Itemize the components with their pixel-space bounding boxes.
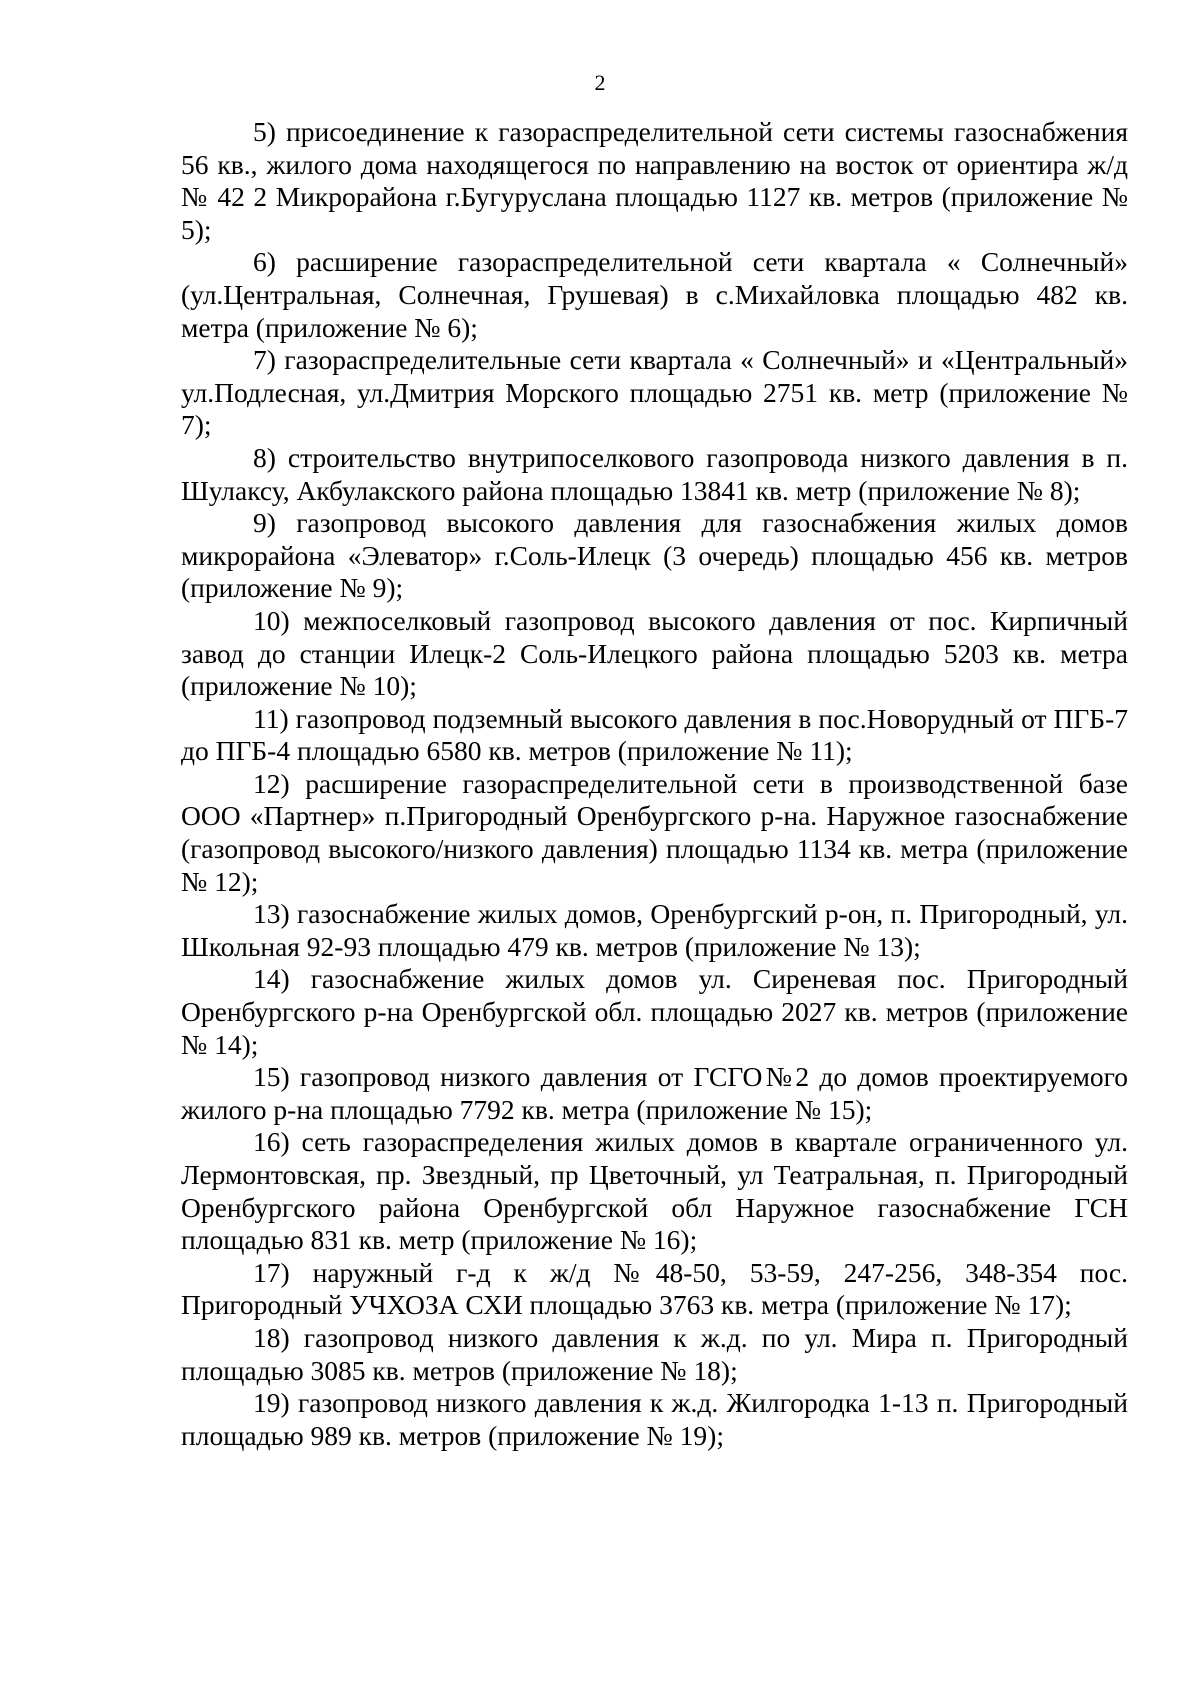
list-item: 15) газопровод низкого давления от ГСГО№2 до домов проектируемого жилого р-на площадью 7792 кв. метра (приложение № 15);: [181, 1061, 1128, 1125]
list-item: 12) расширение газораспределительной сети в производственной базе ООО «Партнер» п.Пригородный Оренбургского р-на. Наружное газоснабжение (газопровод высокого/низкого давления) площадью 1134 кв. метра (приложение № 12);: [181, 767, 1128, 897]
list-item: 19) газопровод низкого давления к ж.д. Жилгородка 1-13 п. Пригородный площадью 989 кв. метров (приложение № 19);: [181, 1387, 1128, 1451]
list-item: 11) газопровод подземный высокого давления в пос.Новорудный от ПГБ-7 до ПГБ-4 площадью 6580 кв. метров (приложение № 11);: [181, 702, 1128, 767]
list-item: 13) газоснабжение жилых домов, Оренбургский р-он, п. Пригородный, ул. Школьная 92-93 площадью 479 кв. метров (приложение № 13);: [181, 898, 1128, 962]
list-item: 18) газопровод низкого давления к ж.д. по ул. Мира п. Пригородный площадью 3085 кв. метров (приложение № 18);: [181, 1321, 1128, 1386]
list-item: 7) газораспределительные сети квартала « Солнечный» и «Центральный» ул.Подлесная, ул.Дмитрия Морского площадью 2751 кв. метр (приложение № 7);: [181, 344, 1128, 441]
list-item: 16) сеть газораспределения жилых домов в квартале ограниченного ул. Лермонтовская, пр. Звездный, пр Цветочный, ул Театральная, п. Пригородный Оренбургского района Оренбургской обл Наружное газоснабжение ГСН площадью 831 кв. метр (приложение № 16);: [181, 1126, 1128, 1256]
list-item: 6) расширение газораспределительной сети квартала « Солнечный» (ул.Центральная, Солнечная, Грушевая) в с.Михайловка площадью 482 кв. метра (приложение № 6);: [181, 246, 1128, 343]
list-item: 8) строительство внутрипоселкового газопровода низкого давления в п. Шулаксу, Акбулакского района площадью 13841 кв. метр (приложение № 8);: [181, 441, 1128, 506]
page-number: 2: [594, 70, 606, 95]
document-body: [181, 116, 1128, 1452]
list-item: 10) межпоселковый газопровод высокого давления от пос. Кирпичный завод до станции Илецк-2 Соль-Илецкого района площадью 5203 кв. метра (приложение № 10);: [181, 604, 1128, 702]
list-item: 14) газоснабжение жилых домов ул. Сиреневая пос. Пригородный Оренбургского р-на Оренбургской обл. площадью 2027 кв. метров (приложение № 14);: [181, 963, 1128, 1060]
list-item: 9) газопровод высокого давления для газоснабжения жилых домов микрорайона «Элеватор» г.Соль-Илецк (3 очередь) площадью 456 кв. метров (приложение № 9);: [181, 507, 1128, 604]
list-item: 5) присоединение к газораспределительной сети системы газоснабжения 56 кв., жилого дома находящегося по направлению на восток от ориентира ж/д № 42 2 Микрорайона г.Бугуруслана площадью 1127 кв. метров (приложение № 5);: [181, 116, 1128, 245]
list-item: 17) наружный г-д к ж/д №48-50, 53-59, 247-256, 348-354 пос. Пригородный УЧХОЗА СХИ площадью 3763 кв. метра (приложение № 17);: [181, 1256, 1128, 1321]
